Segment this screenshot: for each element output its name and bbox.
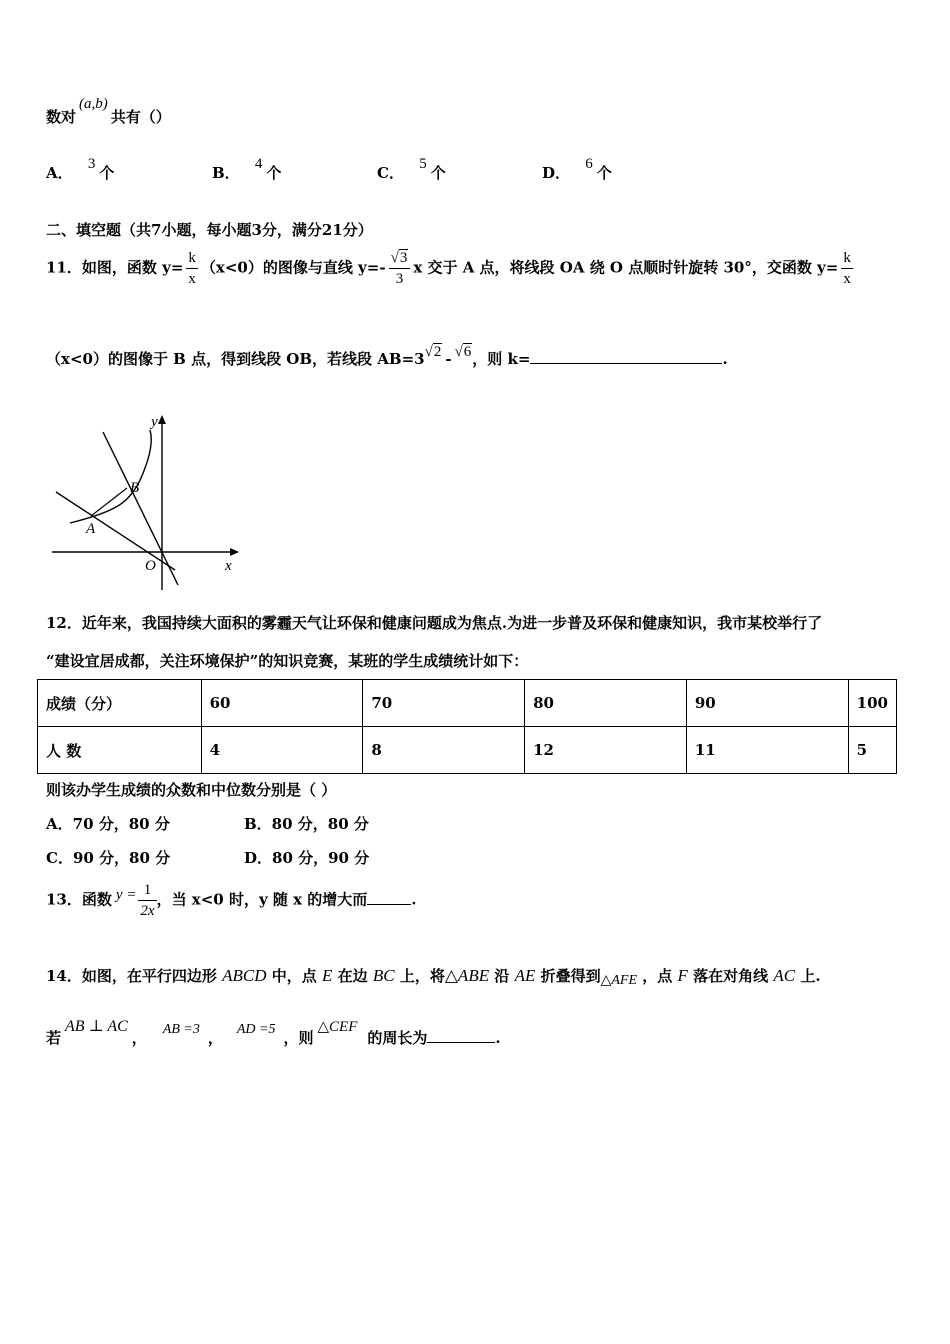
period: . xyxy=(495,1029,501,1047)
math-bc: BC xyxy=(372,966,395,985)
math-ad-eq-5: AD =5 xyxy=(236,1022,276,1037)
frac-den: 3 xyxy=(395,271,404,287)
option-value: 5 xyxy=(419,156,427,172)
table-cell: 4 xyxy=(201,727,363,774)
sqrt-radicand: 2 xyxy=(433,344,442,360)
q11-text: ，则 k= xyxy=(472,350,531,368)
graph-label-x: x xyxy=(225,558,232,574)
option-value: 3 xyxy=(87,156,96,172)
option-value: 6 xyxy=(585,156,593,172)
q11-text: 11．如图，函数 y= xyxy=(46,258,184,277)
option-unit: 个 xyxy=(430,164,446,182)
q12-option-a: A．70 分，80 分 xyxy=(46,815,170,833)
q13-fraction xyxy=(138,880,156,921)
table-cell: 11 xyxy=(686,727,848,774)
q14-text: 若 xyxy=(46,1029,62,1047)
math-ae: AE xyxy=(514,966,536,985)
frac-den: x xyxy=(188,271,196,287)
math-ac: AC xyxy=(773,966,796,985)
math-e: E xyxy=(322,966,333,985)
q11-fraction-k-over-x-2 xyxy=(841,248,853,289)
math-triangle-abe: △ABE xyxy=(444,966,490,985)
q13-y-eq: y = xyxy=(115,886,137,903)
q13-text: 13．函数 xyxy=(46,890,112,909)
q11-text: （x<0）的图像于 B 点，得到线段 OB，若线段 AB=3 xyxy=(46,350,425,368)
graph-label-y: y xyxy=(151,414,158,430)
table-cell: 12 xyxy=(525,727,687,774)
math-abcd: ABCD xyxy=(222,966,267,985)
table-header-cell: 成绩（分） xyxy=(38,680,202,727)
table-row xyxy=(38,727,897,774)
option-letter: B． xyxy=(212,164,240,182)
q14-text: 上. xyxy=(800,967,821,985)
table-cell: 人 数 xyxy=(38,727,202,774)
q14-text: 沿 xyxy=(494,967,510,985)
q10-option-d xyxy=(542,156,612,183)
q11-fraction-k-over-x xyxy=(186,248,198,289)
q14-text: ，点 xyxy=(642,967,673,985)
math-f: F xyxy=(677,966,688,985)
period: . xyxy=(722,350,728,368)
table-row xyxy=(38,680,897,727)
score-table xyxy=(37,679,897,774)
frac-num: k xyxy=(186,248,198,269)
comma: ， xyxy=(131,1029,147,1047)
table-header-cell: 90 xyxy=(686,680,848,727)
q10-option-c xyxy=(377,156,446,183)
option-letter: C． xyxy=(377,164,404,182)
q10-math-pair: (a,b) xyxy=(79,96,108,112)
q14-line2 xyxy=(46,1018,501,1048)
q11-fraction-sqrt3-over-3 xyxy=(389,248,411,289)
math-ab-eq-3: AB =3 xyxy=(162,1022,200,1037)
q14-text: 中，点 xyxy=(271,967,317,985)
q14-text: 在边 xyxy=(337,967,368,985)
q11-line1 xyxy=(46,248,856,289)
q10-option-a xyxy=(46,156,115,183)
q14-line1 xyxy=(46,965,821,986)
option-unit: 个 xyxy=(99,164,115,182)
answer-blank xyxy=(530,363,722,364)
q12-line1: 12．近年来，我国持续大面积的雾霾天气让环保和健康问题成为焦点.为进一步普及环保和健康知识，我市某校举行了 xyxy=(46,614,823,632)
q11-line2 xyxy=(46,344,728,369)
q11-text: （x<0）的图像与直线 y=- xyxy=(200,258,386,277)
period: . xyxy=(411,890,417,909)
line-oa xyxy=(56,492,175,570)
option-letter: D． xyxy=(542,164,571,182)
q14-text: 折叠得到 xyxy=(540,967,601,985)
q11-function-graph xyxy=(50,410,250,595)
q13-text: ，当 x<0 时，y 随 x 的增大而 xyxy=(156,890,368,909)
frac-den: 2x xyxy=(140,903,155,919)
q14-text: 落在对角线 xyxy=(693,967,769,985)
q10-stem xyxy=(46,96,171,127)
frac-num: k xyxy=(841,248,853,269)
q10-stem-prefix: 数对 xyxy=(46,108,77,126)
q12-line2: “建设宜居成都，关注环境保护”的知识竞赛，某班的学生成绩统计如下： xyxy=(46,652,529,670)
answer-blank xyxy=(427,1042,495,1043)
frac-num: √3 xyxy=(389,248,411,269)
q10-stem-suffix: 共有（） xyxy=(110,108,171,126)
graph-label-a: A xyxy=(86,521,96,537)
minus-sign: - xyxy=(445,350,452,368)
frac-num: 1 xyxy=(138,880,156,901)
option-letter: A． xyxy=(46,164,73,182)
sqrt-radicand: 6 xyxy=(463,344,472,360)
y-axis-arrow xyxy=(158,415,166,424)
table-header-cell: 80 xyxy=(525,680,687,727)
section-title: 二、填空题（共7小题，每小题3分，满分21分） xyxy=(46,221,373,239)
sqrt-radicand: 3 xyxy=(399,250,408,266)
q14-text: 上，将 xyxy=(399,967,445,985)
frac-den: x xyxy=(843,271,851,287)
sqrt-6: √6 xyxy=(454,344,472,360)
segment-ab xyxy=(91,488,127,516)
q14-text: 的周长为 xyxy=(367,1029,428,1047)
table-cell: 8 xyxy=(363,727,525,774)
math-triangle-afe: △AFE xyxy=(600,973,638,988)
table-cell: 5 xyxy=(848,727,896,774)
table-header-cell: 70 xyxy=(363,680,525,727)
table-header-cell: 60 xyxy=(201,680,363,727)
math-ab-perp-ac: AB ⊥ AC xyxy=(65,1018,128,1035)
option-value: 4 xyxy=(254,156,263,172)
q12-option-d: D．80 分，90 分 xyxy=(244,849,370,867)
q10-option-b xyxy=(212,156,282,183)
q12-option-b: B．80 分，80 分 xyxy=(244,815,369,833)
q11-text: x 交于 A 点，将线段 OA 绕 O 点顺时针旋转 30°，交函数 y= xyxy=(413,258,839,277)
q14-text: ，则 xyxy=(283,1029,314,1047)
option-unit: 个 xyxy=(266,164,282,182)
comma: ， xyxy=(207,1029,223,1047)
sqrt-2: √2 xyxy=(424,344,442,360)
math-triangle-cef: △CEF xyxy=(317,1019,358,1035)
q12-option-c: C．90 分，80 分 xyxy=(46,849,171,867)
graph-label-b: B xyxy=(130,480,140,496)
x-axis-arrow xyxy=(230,548,239,556)
q13-line xyxy=(46,880,417,921)
option-unit: 个 xyxy=(596,164,612,182)
q14-text: 14．如图，在平行四边形 xyxy=(46,967,217,985)
table-header-cell: 100 xyxy=(848,680,896,727)
answer-blank xyxy=(367,904,411,905)
graph-label-o: O xyxy=(145,558,156,574)
q12-question: 则该办学生成绩的众数和中位数分别是（ ） xyxy=(46,781,337,799)
